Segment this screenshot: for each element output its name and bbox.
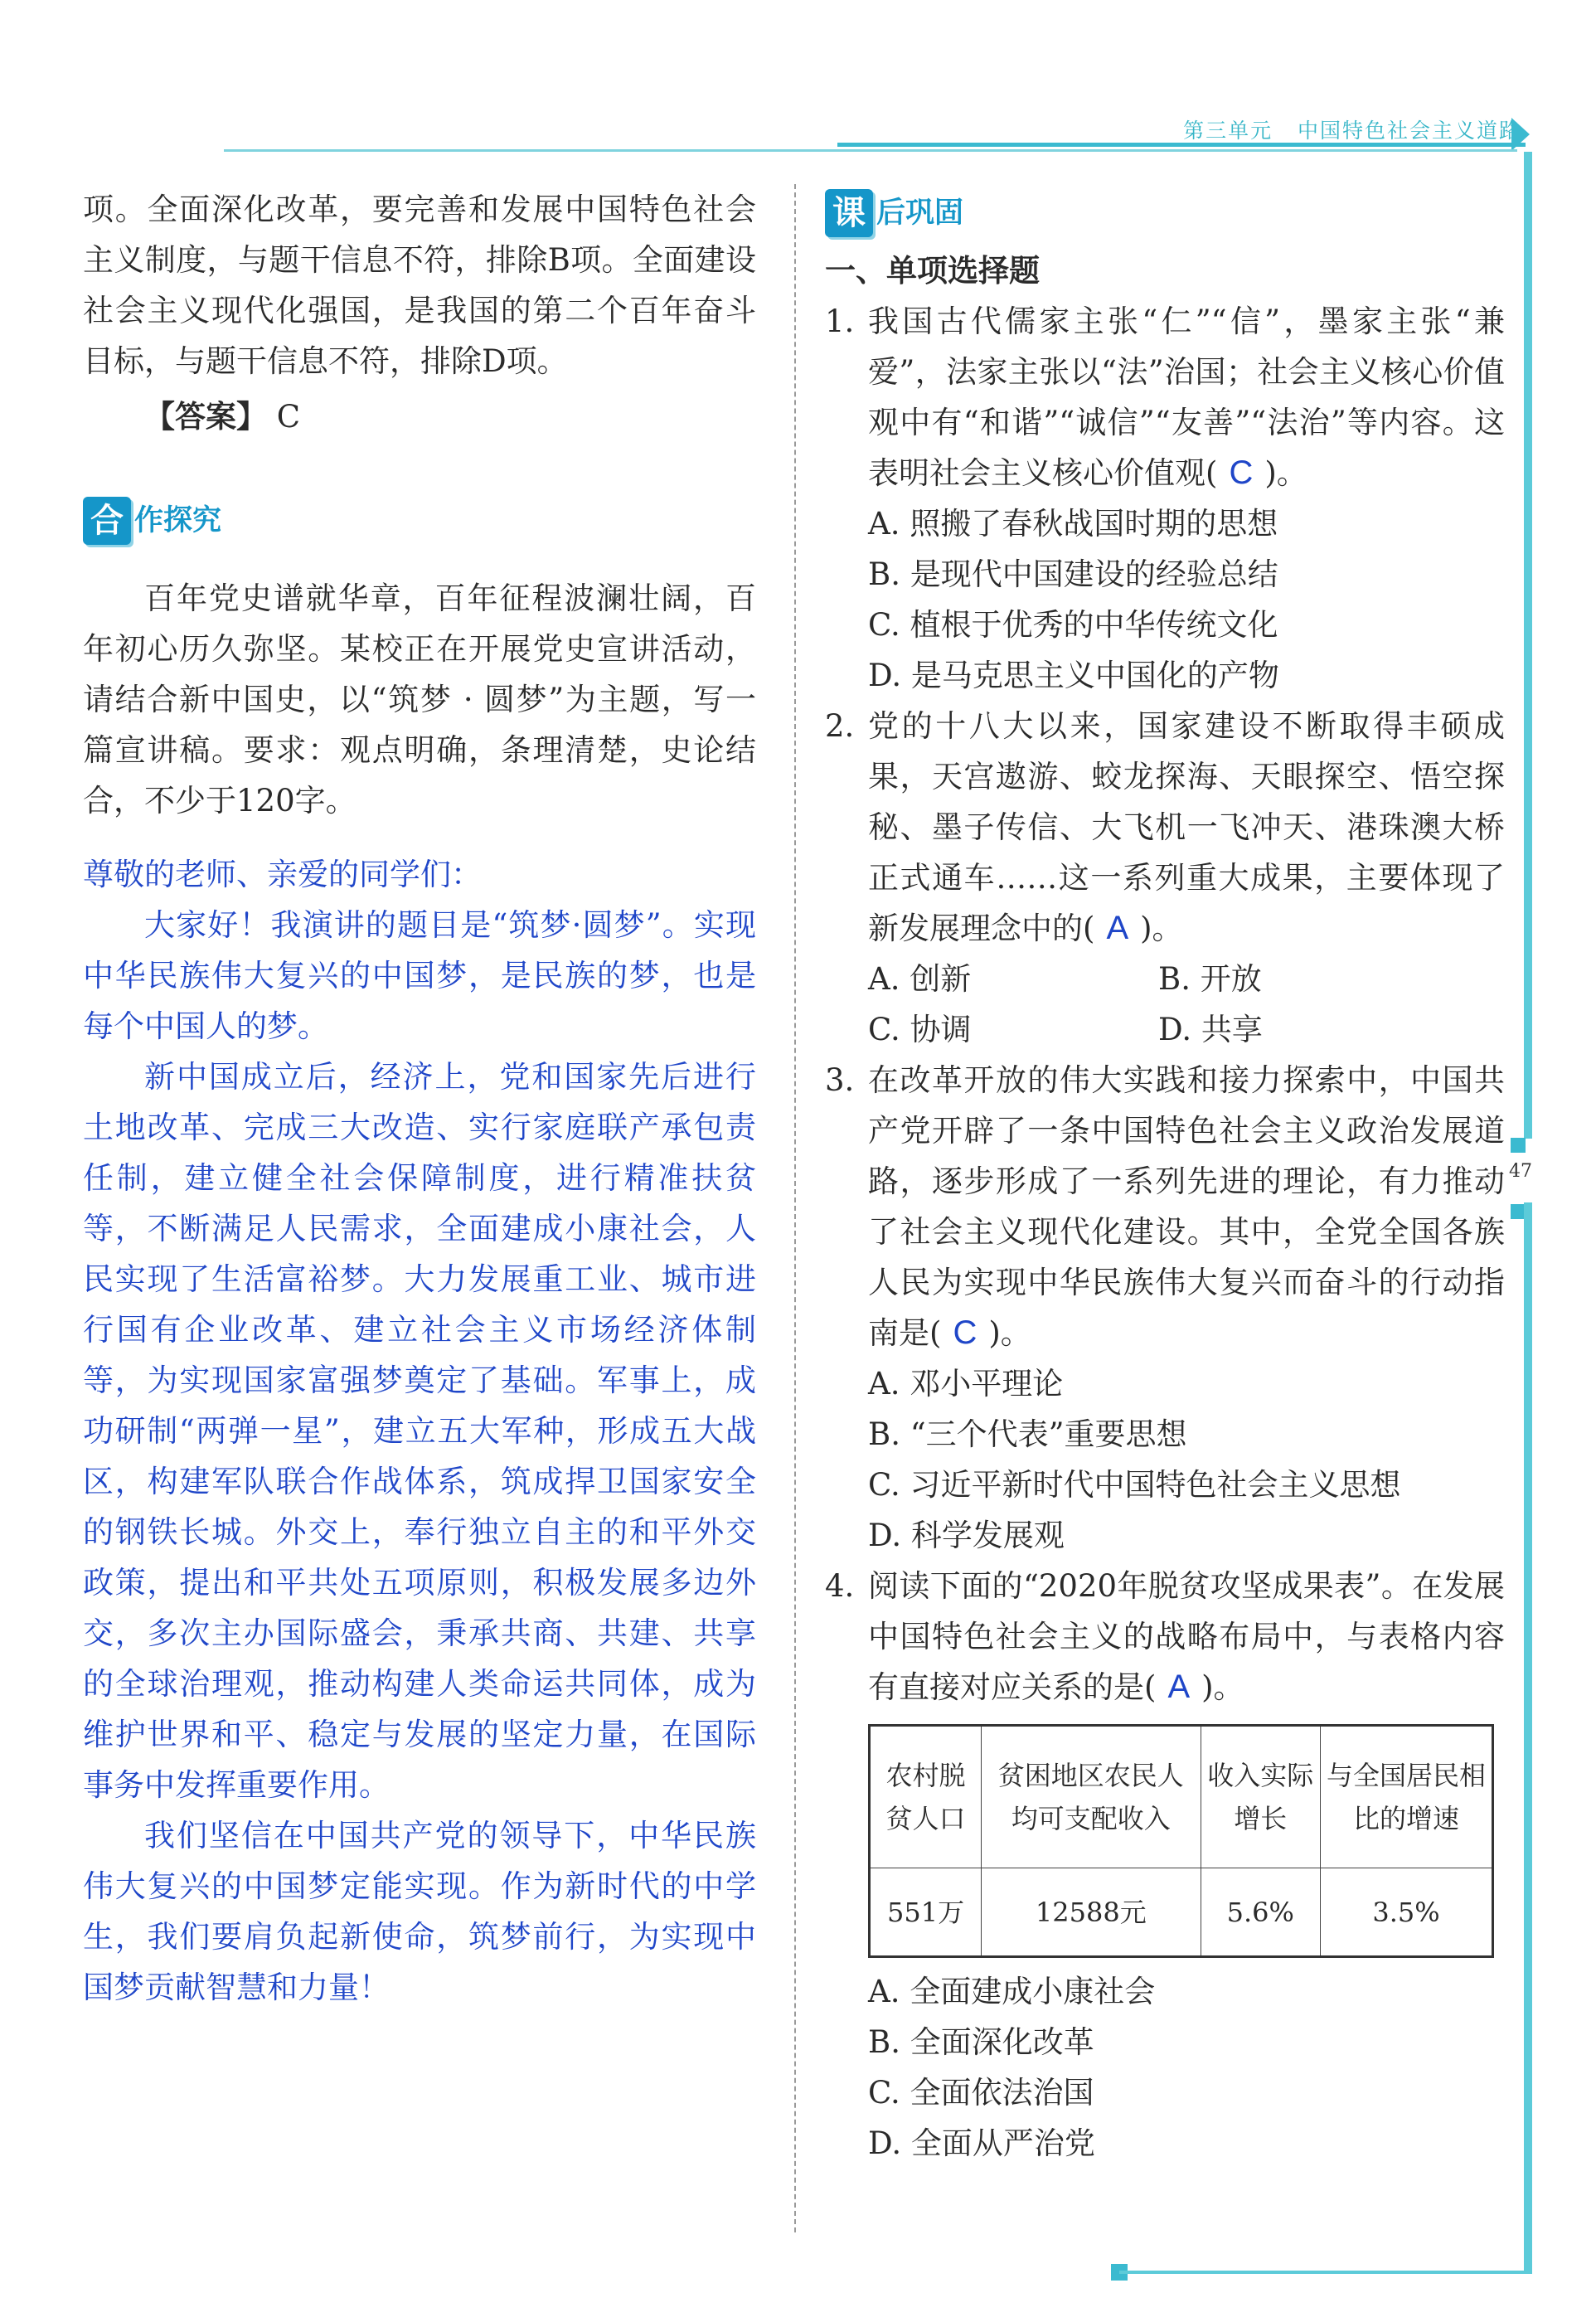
table-cell: 5.6% <box>1201 1868 1320 1957</box>
option: C. 习近平新时代中国特色社会主义思想 <box>868 1467 1401 1503</box>
answer-label: 【答案】 <box>144 399 267 435</box>
badge-title: 作探究 <box>134 503 222 537</box>
badge-icon: 课 <box>825 189 873 237</box>
answer-value: C <box>276 399 301 435</box>
page-number: 47 <box>1509 1161 1532 1182</box>
question-answer: A <box>1106 910 1129 946</box>
option: A. 照搬了春秋战国时期的思想 <box>868 506 1278 542</box>
table-header-cell: 收入实际增长 <box>1201 1726 1320 1868</box>
option: C. 植根于优秀的中华传统文化 <box>868 607 1278 643</box>
analysis-paragraph: 项。全面深化改革，要完善和发展中国特色社会主义制度，与题干信息不符，排除B项。全面建设社会主义现代化强国，是我国的第二个百年奋斗目标，与题干信息不符，排除D项。 <box>83 192 756 379</box>
task-prompt: 百年党史谱就华章，百年征程波澜壮阔，百年初心历久弥坚。某校正在开展党史宣讲活动，请结合新中国史，以“筑梦 · 圆梦”为主题，写一篇宣讲稿。要求：观点明确，条理清楚，史论结合，不少于120字。 <box>83 580 756 819</box>
question: 2. 党的十八大以来，国家建设不断取得丰硕成果，天宫遨游、蛟龙探海、天眼探空、悟空探秘、墨子传信、大飞机一飞冲天、港珠澳大桥正式通车……这一系列重大成果，主要体现了新发展理念中的( A )。 <box>825 701 1505 954</box>
table-header-cell: 贫困地区农民人均可支配收入 <box>982 1726 1201 1868</box>
option: A. 邓小平理论 <box>868 1366 1064 1401</box>
header-title: 中国特色社会主义道路 <box>1297 119 1521 143</box>
table-header-cell: 与全国居民相比的增速 <box>1320 1726 1492 1868</box>
question-number: 3. <box>825 1062 855 1098</box>
question-stem: 阅读下面的“2020年脱贫攻坚成果表”。在发展中国特色社会主义的战略布局中，与表格内容有直接对应关系的是( <box>868 1568 1505 1705</box>
poverty-results-table <box>868 1724 1494 1958</box>
question-stem: 我国古代儒家主张“仁”“信”，墨家主张“兼爱”，法家主张以“法”治国；社会主义核心价值观中有“和谐”“诚信”“友善”“法治”等内容。这表明社会主义核心价值观( <box>868 304 1505 491</box>
question: 4. 阅读下面的“2020年脱贫攻坚成果表”。在发展中国特色社会主义的战略布局中，与表格内容有直接对应关系的是( A )。 <box>825 1561 1505 1712</box>
table-cell: 12588元 <box>982 1868 1201 1957</box>
section-heading: 一、单项选择题 <box>825 253 1040 289</box>
question-number: 4. <box>825 1568 855 1604</box>
table-cell: 3.5% <box>1320 1868 1492 1957</box>
column-divider <box>794 184 796 2232</box>
option: C. 协调 <box>868 1012 972 1047</box>
section-badge-cooperative <box>83 492 756 550</box>
question-stem: 在改革开放的伟大实践和接力探索中，中国共产党开辟了一条中国特色社会主义政治发展道路，逐步形成了一系列先进的理论，有力推动了社会主义现代化建设。其中，全党全国各族人民为实现中华民族伟大复兴而奋斗的行动指南是( <box>868 1062 1505 1351</box>
question: 3. 在改革开放的伟大实践和接力探索中，中国共产党开辟了一条中国特色社会主义政治发展道路，逐步形成了一系列先进的理论，有力推动了社会主义现代化建设。其中，全党全国各族人民为实现中华民族伟大复兴而奋斗的行动指南是( C )。 <box>825 1055 1505 1358</box>
question-stem: 党的十八大以来，国家建设不断取得丰硕成果，天宫遨游、蛟龙探海、天眼探空、悟空探秘、墨子传信、大飞机一飞冲天、港珠澳大桥正式通车……这一系列重大成果，主要体现了新发展理念中的( <box>868 708 1505 946</box>
table-cell: 551万 <box>870 1868 982 1957</box>
question-answer: C <box>953 1314 977 1351</box>
section-badge-review <box>825 184 1505 242</box>
table-header-row <box>870 1726 1493 1868</box>
option: B. 是现代中国建设的经验总结 <box>868 556 1278 592</box>
question-answer: A <box>1167 1669 1191 1705</box>
question-number: 1. <box>825 304 855 339</box>
option: B. 全面深化改革 <box>868 2024 1094 2060</box>
footer-rule <box>1119 2271 1532 2274</box>
margin-bar-marker <box>1511 1138 1526 1153</box>
option: B. 开放 <box>1158 961 1262 997</box>
option: B. “三个代表”重要思想 <box>868 1416 1187 1452</box>
option: C. 全面依法治国 <box>868 2075 1094 2111</box>
question-answer: C <box>1229 454 1254 491</box>
speech-paragraph: 大家好！我演讲的题目是“筑梦·圆梦”。实现中华民族伟大复兴的中国梦，是民族的梦，也是每个中国人的梦。 <box>83 907 756 1044</box>
speech-paragraph: 我们坚信在中国共产党的领导下，中华民族伟大复兴的中国梦定能实现。作为新时代的中学生，我们要肩负起新使命，筑梦前行，为实现中国梦贡献智慧和力量！ <box>83 1818 756 2005</box>
option: D. 科学发展观 <box>868 1518 1065 1553</box>
right-column <box>825 184 1505 2169</box>
answer-line <box>83 391 756 442</box>
speech-greeting: 尊敬的老师、亲爱的同学们： <box>83 857 482 892</box>
header-rule-accent <box>837 143 1526 147</box>
margin-bar-lower <box>1524 1202 1532 2272</box>
left-column <box>83 184 756 2013</box>
option: D. 是马克思主义中国化的产物 <box>868 658 1279 693</box>
speech-paragraph: 新中国成立后，经济上，党和国家先后进行土地改革、完成三大改造、实行家庭联产承包责任制，建立健全社会保障制度，进行精准扶贫等，不断满足人民需求，全面建成小康社会，人民实现了生活富裕梦。大力发展重工业、城市进行国有企业改革、建立社会主义市场经济体制等，为实现国家富强梦奠定了基础。军事上，成功研制“两弹一星”，建立五大军种，形成五大战区，构建军队联合作战体系，筑成捍卫国家安全的钢铁长城。外交上，奉行独立自主的和平外交政策，提出和平共处五项原则，积极发展多边外交，多次主办国际盛会，秉承共商、共建、共享的全球治理观，推动构建人类命运共同体，成为维护世界和平、稳定与发展的坚定力量，在国际事务中发挥重要作用。 <box>83 1059 756 1803</box>
option: A. 全面建成小康社会 <box>868 1974 1156 2009</box>
model-speech <box>83 849 756 2013</box>
table-header-cell: 农村脱贫人口 <box>870 1726 982 1868</box>
badge-title: 后巩固 <box>876 196 964 230</box>
option: D. 全面从严治党 <box>868 2125 1095 2161</box>
table-row <box>870 1868 1493 1957</box>
option: D. 共享 <box>1158 1012 1263 1047</box>
question: 1. 我国古代儒家主张“仁”“信”，墨家主张“兼爱”，法家主张以“法”治国；社会主义核心价值观中有“和谐”“诚信”“友善”“法治”等内容。这表明社会主义核心价值观( C )。 <box>825 296 1505 498</box>
margin-bar-upper <box>1524 152 1532 1139</box>
option: A. 创新 <box>868 961 972 997</box>
question-number: 2. <box>825 708 855 744</box>
badge-icon: 合 <box>83 497 131 545</box>
running-header <box>1183 114 1521 144</box>
header-rule <box>224 149 1517 152</box>
header-unit: 第三单元 <box>1183 119 1273 143</box>
